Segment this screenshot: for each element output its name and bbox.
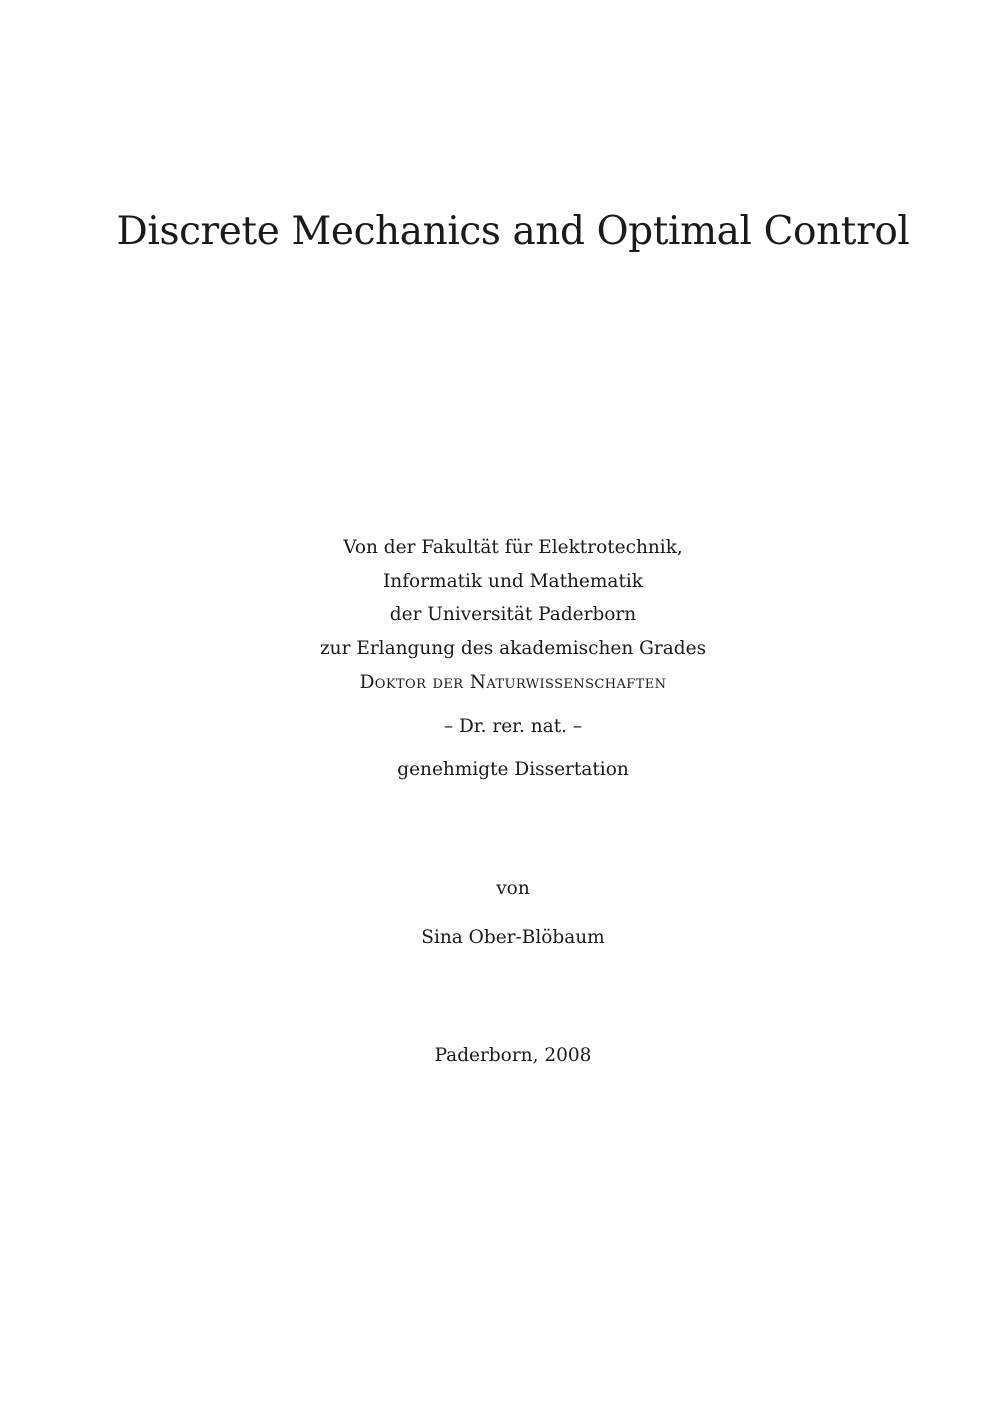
institution-line-4: zur Erlangung des akademischen Grades <box>319 638 707 659</box>
institution-line-3: der Universität Paderborn <box>389 604 637 625</box>
degree-name: Doktor der Naturwissenschaften <box>359 672 667 693</box>
place-and-year: Paderborn, 2008 <box>434 1045 592 1066</box>
degree-abbreviation: – Dr. rer. nat. – <box>443 716 583 737</box>
dissertation-title: Discrete Mechanics and Optimal Control <box>116 209 910 254</box>
author-name: Sina Ober-Blöbaum <box>421 927 605 948</box>
institution-line-2: Informatik und Mathematik <box>382 571 644 592</box>
by-label: von <box>496 878 530 899</box>
dissertation-type: genehmigte Dissertation <box>397 759 629 780</box>
institution-line-1: Von der Fakultät für Elektrotechnik, <box>343 537 683 558</box>
